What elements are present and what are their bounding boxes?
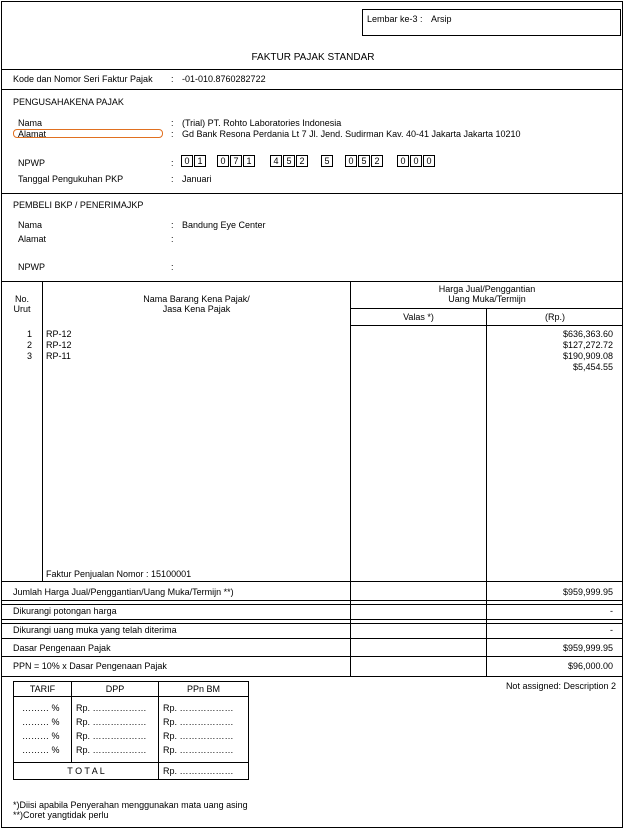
npwp-digit-boxes: [181, 155, 441, 169]
pkp-tanggal-value: Januari: [182, 174, 212, 184]
divider: [2, 69, 623, 70]
item-rp: $127,272.72: [562, 340, 613, 350]
divider: [2, 676, 623, 677]
summary-label: Dikurangi potongan harga: [13, 606, 117, 616]
col-header-rp: (Rp.): [545, 312, 565, 322]
not-assigned-note: Not assigned: Description 2: [505, 681, 616, 691]
npwp-digit: 4: [270, 155, 282, 167]
npwp-digit: 0: [217, 155, 229, 167]
ppnbm-cell: Rp. ………………: [163, 703, 234, 713]
npwp-digit: 2: [371, 155, 383, 167]
summary-value: -: [610, 625, 613, 635]
col-header-uang-muka: Uang Muka/Termijn: [448, 294, 526, 304]
pkp-nama-value: (Trial) PT. Rohto Laboratories Indonesia: [182, 118, 342, 128]
col-header-valas: Valas *): [403, 312, 434, 322]
npwp-digit: 5: [321, 155, 333, 167]
tarif-cell: ……… %: [22, 703, 60, 713]
npwp-digit: 0: [410, 155, 422, 167]
ppnbm-cell: Rp. ………………: [163, 717, 234, 727]
pkp-npwp-label: NPWP: [18, 158, 45, 168]
pembeli-nama-colon: :: [171, 220, 174, 230]
footnote: **)Coret yangtidak perlu: [13, 810, 109, 820]
pembeli-heading: PEMBELI BKP / PENERIMAJKP: [13, 200, 144, 210]
tarif-header: TARIF: [29, 684, 56, 694]
kode-seri-value: -01-010.8760282722: [182, 74, 266, 84]
item-no: 2: [27, 340, 33, 350]
pembeli-alamat-label: Alamat: [18, 234, 47, 244]
pkp-alamat-label: Alamat: [18, 129, 47, 139]
col-header-jasa: Jasa Kena Pajak: [162, 304, 231, 314]
pkp-npwp-colon: :: [171, 158, 174, 168]
pembeli-alamat-colon: :: [171, 234, 174, 244]
divider: [2, 656, 623, 657]
divider: [2, 89, 623, 90]
col-header-harga: Harga Jual/Penggantian: [438, 284, 536, 294]
tarif-cell: ……… %: [22, 731, 60, 741]
pkp-tanggal-label: Tanggal Pengukuhan PKP: [18, 174, 124, 184]
summary-label: Dikurangi uang muka yang telah diterima: [13, 625, 177, 635]
col-header-nama: Nama Barang Kena Pajak/: [143, 294, 250, 304]
summary-value: $959,999.95: [562, 587, 613, 597]
dpp-header: DPP: [105, 684, 125, 694]
item-name: RP-12: [46, 329, 72, 339]
summary-label: Jumlah Harga Jual/Penggantian/Uang Muka/Termijn **): [13, 587, 234, 597]
lembar-label: Lembar ke-3 :: [367, 14, 423, 24]
item-rp: $636,363.60: [562, 329, 613, 339]
item-no: 1: [27, 329, 33, 339]
pembeli-npwp-label: NPWP: [18, 262, 45, 272]
divider: [2, 600, 623, 601]
npwp-digit: 7: [230, 155, 242, 167]
pkp-alamat-value: Gd Bank Resona Perdania Lt 7 Jl. Jend. Sudirman Kav. 40-41 Jakarta Jakarta 10210: [182, 129, 521, 139]
kode-seri-label: Kode dan Nomor Seri Faktur Pajak: [13, 74, 153, 84]
faktur-penjualan: Faktur Penjualan Nomor : 15100001: [46, 569, 192, 579]
lembar-box: [362, 9, 621, 36]
dpp-cell: Rp. ………………: [76, 731, 147, 741]
pkp-heading: PENGUSAHAKENA PAJAK: [13, 97, 124, 107]
pkp-nama-colon: :: [171, 118, 174, 128]
divider: [13, 762, 249, 763]
footnote: *)Diisi apabila Penyerahan menggunakan mata uang asing: [13, 800, 248, 810]
summary-label: PPN = 10% x Dasar Pengenaan Pajak: [13, 661, 167, 671]
npwp-digit: 0: [181, 155, 193, 167]
col-header-urut: Urut: [13, 304, 31, 314]
dpp-cell: Rp. ………………: [76, 703, 147, 713]
item-rp: $190,909.08: [562, 351, 613, 361]
table-col-line: [350, 281, 351, 677]
summary-label: Dasar Pengenaan Pajak: [13, 643, 111, 653]
lembar-value: Arsip: [431, 14, 452, 24]
npwp-digit: 1: [243, 155, 255, 167]
npwp-digit: 0: [423, 155, 435, 167]
item-name: RP-12: [46, 340, 72, 350]
divider: [350, 308, 623, 309]
ppnbm-cell: Rp. ………………: [163, 745, 234, 755]
divider: [2, 581, 623, 582]
divider: [2, 604, 623, 605]
col-header-no: No.: [14, 294, 29, 304]
npwp-digit: 0: [345, 155, 357, 167]
summary-value: $96,000.00: [567, 661, 613, 671]
divider: [2, 623, 623, 624]
npwp-digit: 1: [194, 155, 206, 167]
item-name: RP-11: [46, 351, 71, 361]
dpp-cell: Rp. ………………: [76, 745, 147, 755]
divider: [2, 281, 623, 282]
total-label: T O T A L: [67, 766, 105, 776]
divider: [13, 696, 249, 697]
ppnbm-cell: Rp. ………………: [163, 731, 234, 741]
dpp-cell: Rp. ………………: [76, 717, 147, 727]
divider: [2, 619, 623, 620]
item-rp: $5,454.55: [572, 362, 613, 372]
document-title: FAKTUR PAJAK STANDAR: [251, 52, 375, 63]
pembeli-npwp-colon: :: [171, 262, 174, 272]
tarif-cell: ……… %: [22, 717, 60, 727]
pembeli-nama-label: Nama: [18, 220, 43, 230]
kode-seri-colon: :: [171, 74, 174, 84]
divider: [350, 325, 623, 326]
npwp-digit: 5: [283, 155, 295, 167]
pkp-nama-label: Nama: [18, 118, 43, 128]
npwp-digit: 0: [397, 155, 409, 167]
ppnbm-header: PPn BM: [186, 684, 220, 694]
pembeli-nama-value: Bandung Eye Center: [182, 220, 266, 230]
table-col-line: [42, 281, 43, 581]
total-value: Rp. ………………: [163, 766, 234, 776]
pkp-tanggal-colon: :: [171, 174, 174, 184]
summary-value: -: [610, 606, 613, 616]
npwp-digit: 2: [296, 155, 308, 167]
npwp-digit: 5: [358, 155, 370, 167]
tarif-cell: ……… %: [22, 745, 60, 755]
divider: [2, 638, 623, 639]
pkp-alamat-colon: :: [171, 129, 174, 139]
divider: [2, 193, 623, 194]
summary-value: $959,999.95: [562, 643, 613, 653]
item-no: 3: [27, 351, 33, 361]
